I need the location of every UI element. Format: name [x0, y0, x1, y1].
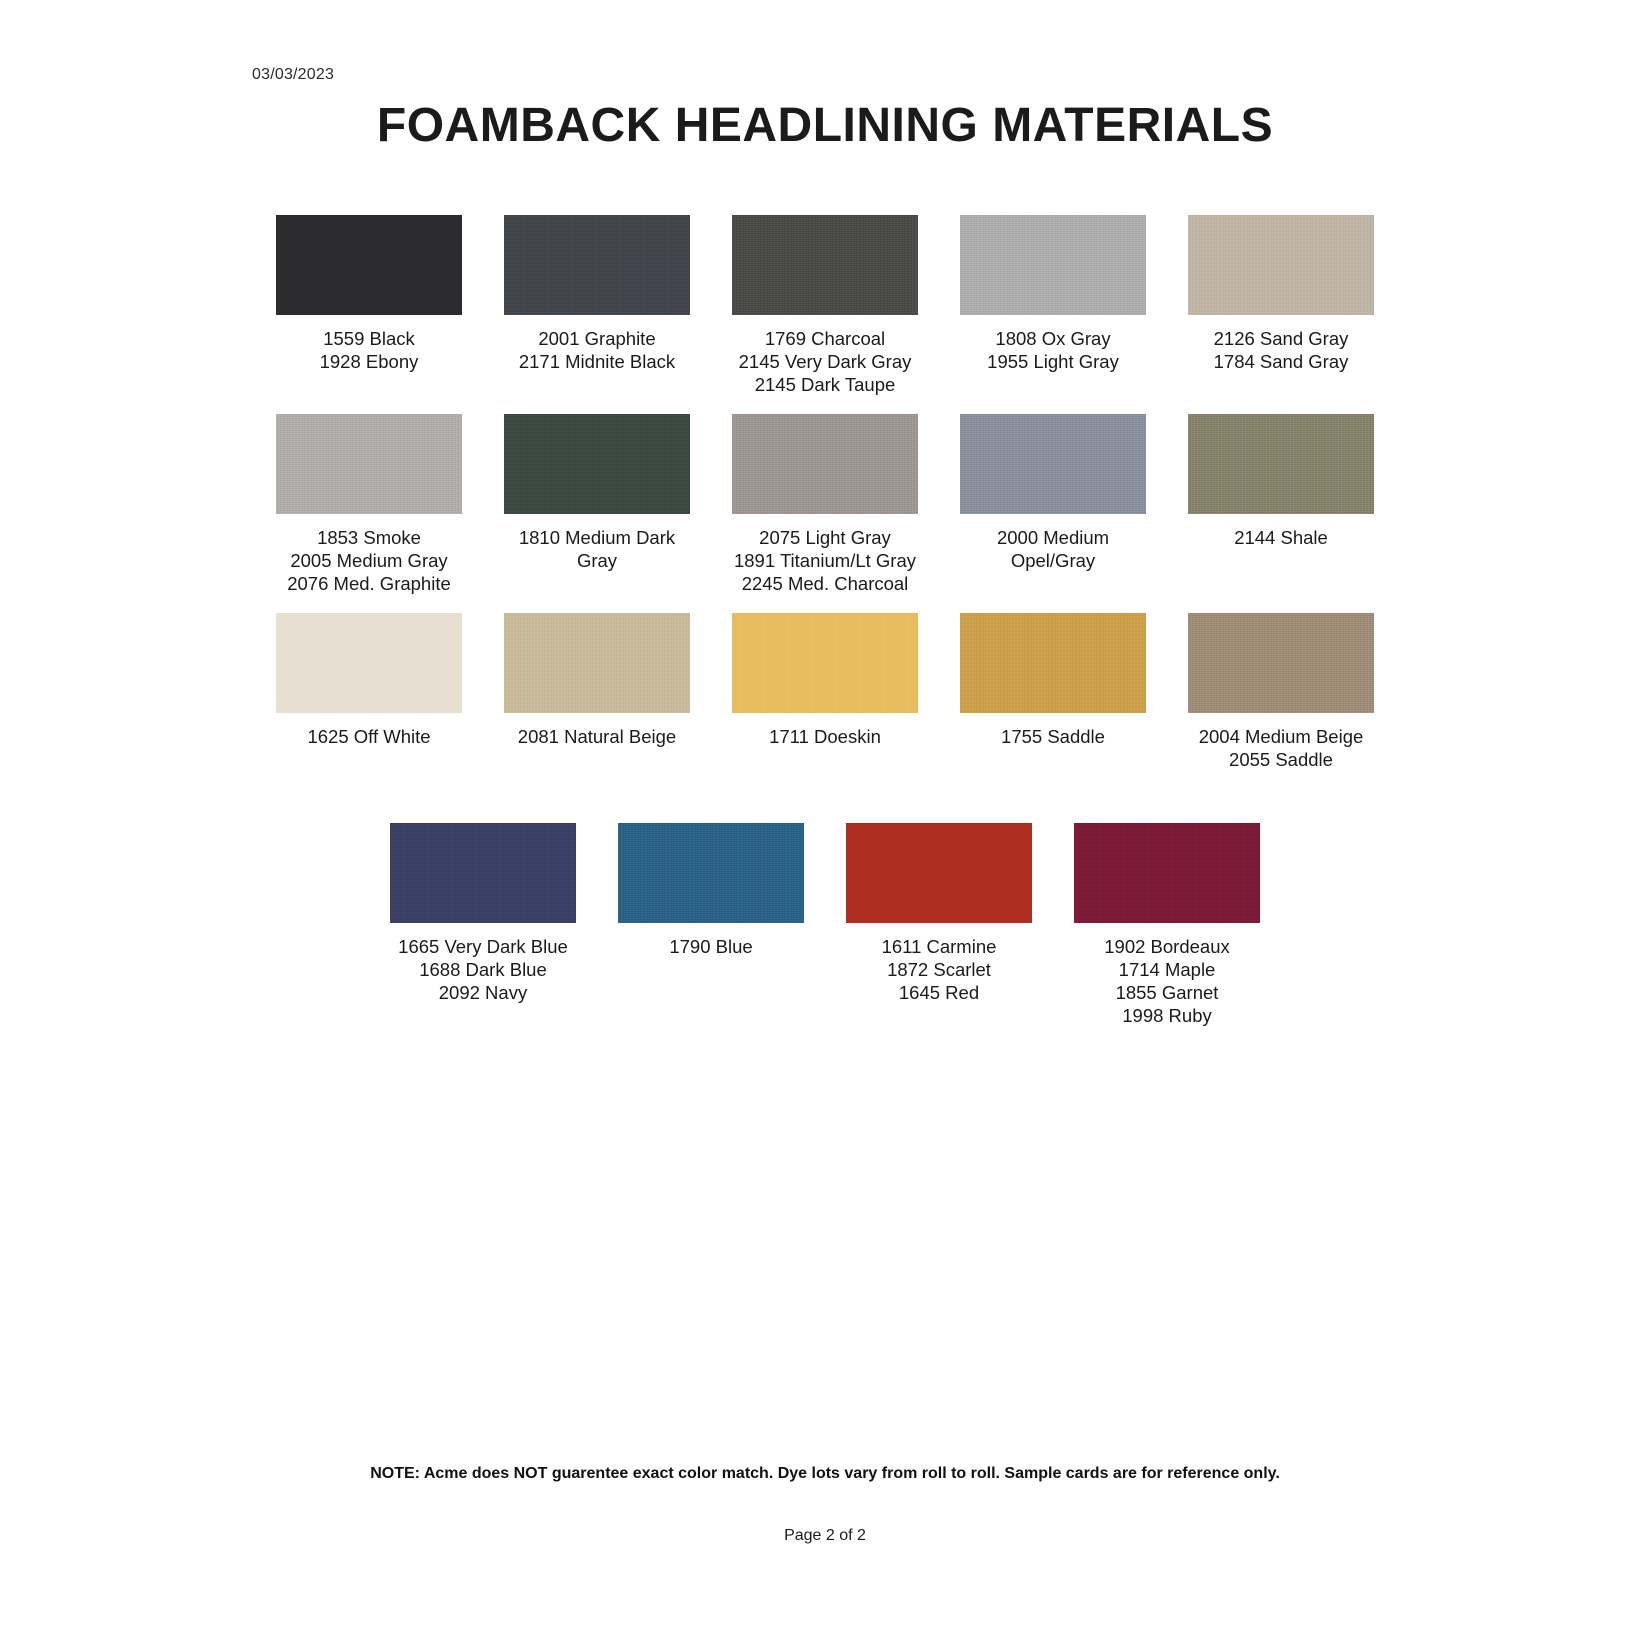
swatch-label-group	[669, 935, 752, 958]
color-swatch	[1188, 215, 1374, 315]
swatch-row	[255, 414, 1395, 595]
swatch-label-group	[398, 935, 568, 1004]
swatch-label-line: 1872 Scarlet	[887, 959, 991, 980]
color-swatch	[504, 613, 690, 713]
swatch-label-line: 1790 Blue	[669, 936, 753, 957]
swatch-label-line: 1611 Carmine	[881, 936, 997, 957]
document-date: 03/03/2023	[252, 66, 335, 83]
color-swatch	[276, 414, 462, 514]
swatch-label-line: 2005 Medium Gray	[290, 550, 448, 571]
color-swatch	[504, 414, 690, 514]
swatch-label-group	[307, 725, 430, 748]
swatch-label-group	[1199, 725, 1364, 771]
swatch-label-line: 1928 Ebony	[319, 351, 419, 372]
swatch-label-group	[1214, 327, 1349, 373]
swatch-label-group	[734, 526, 916, 595]
color-swatch-item[interactable]	[939, 215, 1167, 396]
color-swatch-item[interactable]	[939, 613, 1167, 771]
swatch-label-group	[739, 327, 912, 396]
swatch-label-line: 2145 Dark Taupe	[754, 374, 896, 395]
color-swatch-item[interactable]	[255, 613, 483, 771]
color-swatch-item[interactable]	[483, 414, 711, 595]
swatch-label-line: 1855 Garnet	[1115, 982, 1219, 1003]
swatch-label-line: 1853 Smoke	[317, 527, 421, 548]
swatch-label-line: 1810 Medium Dark	[518, 527, 676, 548]
color-swatch-item[interactable]	[711, 215, 939, 396]
swatch-label-line: 1955 Light Gray	[987, 351, 1119, 372]
swatch-label-line: 1808 Ox Gray	[995, 328, 1111, 349]
color-swatch	[504, 215, 690, 315]
disclaimer-note: NOTE: Acme does NOT guarentee exact color match. Dye lots vary from roll to roll. Sample cards are for reference only.	[370, 1465, 1280, 1482]
swatch-label-group	[287, 526, 451, 595]
swatch-label-line: 2004 Medium Beige	[1198, 726, 1364, 747]
color-swatch-item[interactable]	[483, 613, 711, 771]
color-swatch-item[interactable]	[597, 823, 825, 1027]
color-swatch-item[interactable]	[483, 215, 711, 396]
swatch-label-group	[519, 526, 675, 572]
color-swatch	[732, 414, 918, 514]
color-swatch	[276, 613, 462, 713]
color-swatch	[846, 823, 1032, 923]
swatch-row	[255, 215, 1395, 396]
swatch-row	[255, 613, 1395, 771]
color-swatch	[960, 613, 1146, 713]
swatch-label-line: 1665 Very Dark Blue	[398, 936, 568, 957]
page-title: FOAMBACK HEADLINING MATERIALS	[376, 99, 1274, 152]
color-swatch-item[interactable]	[939, 414, 1167, 595]
color-swatch	[1074, 823, 1260, 923]
swatch-label-line: 1755 Saddle	[1001, 726, 1105, 747]
swatch-label-line: 1784 Sand Gray	[1213, 351, 1349, 372]
color-swatch	[960, 215, 1146, 315]
swatch-label-line: 1998 Ruby	[1122, 1005, 1212, 1026]
swatch-label-line: Gray	[576, 550, 618, 571]
swatch-label-line: 2171 Midnite Black	[518, 351, 676, 372]
swatch-label-line: 2000 Medium	[996, 527, 1110, 548]
swatch-label-line: 2076 Med. Graphite	[287, 573, 451, 594]
swatch-label-line: 1625 Off White	[307, 726, 431, 747]
swatch-label-group	[519, 327, 675, 373]
color-swatch-item[interactable]	[1167, 215, 1395, 396]
swatch-label-line: 2092 Navy	[438, 982, 528, 1003]
color-swatch-item[interactable]	[255, 414, 483, 595]
color-swatch	[1188, 613, 1374, 713]
color-swatch	[732, 215, 918, 315]
color-swatch-item[interactable]	[1053, 823, 1281, 1027]
swatch-label-group	[320, 327, 419, 373]
swatch-label-line: 2145 Very Dark Gray	[738, 351, 912, 372]
swatch-label-line: 1714 Maple	[1118, 959, 1216, 980]
swatch-label-group	[769, 725, 881, 748]
swatch-label-line: 1688 Dark Blue	[419, 959, 547, 980]
color-swatch-item[interactable]	[711, 414, 939, 595]
swatch-label-line: 1902 Bordeaux	[1104, 936, 1230, 957]
swatch-label-line: 1559 Black	[323, 328, 415, 349]
swatch-label-line: 2055 Saddle	[1229, 749, 1333, 770]
color-swatch	[1188, 414, 1374, 514]
swatch-label-line: 2075 Light Gray	[759, 527, 891, 548]
swatch-label-line: 2081 Natural Beige	[517, 726, 677, 747]
swatch-label-group	[882, 935, 997, 1004]
color-swatch-item[interactable]	[255, 215, 483, 396]
color-swatch	[390, 823, 576, 923]
color-swatch-item[interactable]	[711, 613, 939, 771]
color-swatch-item[interactable]	[1167, 414, 1395, 595]
swatch-label-group	[1234, 526, 1328, 549]
swatch-label-group	[1104, 935, 1230, 1027]
swatch-label-line: 2245 Med. Charcoal	[741, 573, 909, 594]
swatch-label-line: 2001 Graphite	[538, 328, 656, 349]
swatch-label-line: 1891 Titanium/Lt Gray	[733, 550, 916, 571]
swatch-label-line: Opel/Gray	[1010, 550, 1096, 571]
color-swatch-item[interactable]	[369, 823, 597, 1027]
color-swatch	[960, 414, 1146, 514]
color-swatch-grid	[255, 215, 1395, 1045]
color-swatch-item[interactable]	[825, 823, 1053, 1027]
swatch-label-line: 1711 Doeskin	[769, 726, 881, 747]
swatch-label-line: 1769 Charcoal	[764, 328, 886, 349]
swatch-label-group	[987, 327, 1119, 373]
swatch-label-line: 2144 Shale	[1234, 527, 1328, 548]
swatch-label-line: 2126 Sand Gray	[1213, 328, 1349, 349]
color-swatch	[618, 823, 804, 923]
page-footer: Page 2 of 2	[784, 1527, 866, 1544]
swatch-label-group	[997, 526, 1109, 572]
swatch-row	[255, 823, 1395, 1027]
color-swatch	[276, 215, 462, 315]
swatch-label-group	[518, 725, 676, 748]
swatch-label-line: 1645 Red	[898, 982, 980, 1003]
color-swatch	[732, 613, 918, 713]
swatch-label-group	[1001, 725, 1105, 748]
color-swatch-item[interactable]	[1167, 613, 1395, 771]
